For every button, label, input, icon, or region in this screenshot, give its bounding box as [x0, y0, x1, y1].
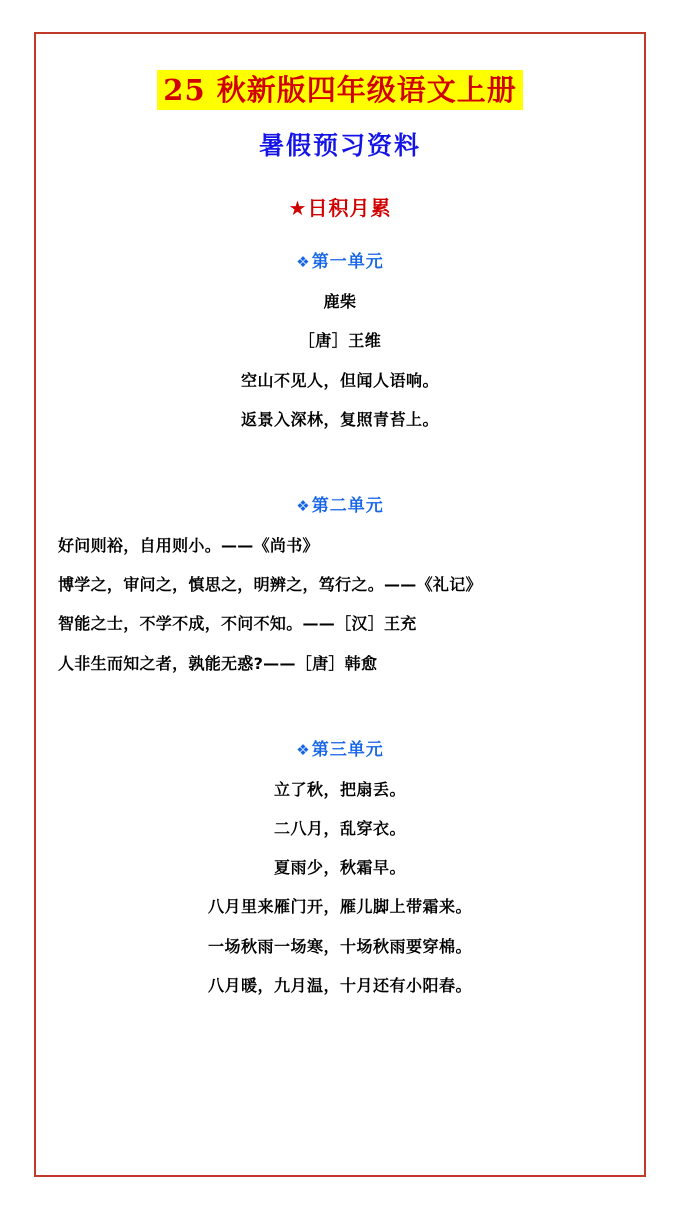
- poem-line: ［唐］王维: [298, 331, 382, 351]
- section-heading: [58, 192, 622, 221]
- spacer: [58, 683, 622, 709]
- proverb-line: 二八月，乱穿衣。: [273, 818, 406, 838]
- diamond-icon: ❖: [296, 497, 311, 515]
- section-heading-label: 日积月累: [307, 196, 392, 221]
- document-sub-title: 暑假预习资料: [258, 131, 421, 161]
- poem-line: 鹿柴: [323, 292, 357, 312]
- spacer: [58, 439, 622, 465]
- unit-label-3: 第三单元: [311, 739, 384, 760]
- unit-heading-3: [58, 735, 622, 760]
- quote-line: 博学之，审问之，慎思之，明辨之，笃行之。——《礼记》: [58, 575, 482, 595]
- diamond-icon: ❖: [296, 253, 311, 272]
- poem-line: 空山不见人，但闻人语响。: [240, 370, 439, 390]
- diamond-icon: ❖: [296, 740, 311, 759]
- document-main-title: 25 秋新版四年级语文上册: [157, 70, 522, 110]
- unit-label-1: 第一单元: [311, 252, 384, 273]
- poem-line: 返景入深林，复照青苔上。: [240, 409, 439, 429]
- unit-heading-1: [58, 247, 622, 272]
- proverb-line: 立了秋，把扇丢。: [273, 779, 406, 799]
- quote-line: 智能之士，不学不成，不问不知。——［汉］王充: [58, 614, 417, 634]
- proverb-line: 一场秋雨一场寒，十场秋雨要穿棉。: [207, 936, 472, 956]
- proverb-line: 八月里来雁门开，雁儿脚上带霜来。: [207, 897, 472, 917]
- quote-line: 好问则裕，自用则小。——《尚书》: [58, 536, 319, 555]
- proverb-line: 八月暖，九月温，十月还有小阳春。: [207, 975, 472, 995]
- quote-line: 人非生而知之者，孰能无惑?——［唐］韩愈: [58, 653, 378, 673]
- title-wrapper: [58, 70, 622, 110]
- unit-content-1: [58, 282, 622, 439]
- unit-heading-2: [58, 491, 622, 516]
- page-border-frame: [34, 32, 646, 1177]
- unit-content-2: [58, 526, 622, 683]
- proverb-line: 夏雨少，秋霜早。: [273, 858, 406, 878]
- star-icon: ★: [288, 196, 308, 221]
- unit-label-2: 第二单元: [311, 496, 384, 516]
- unit-content-3: [58, 770, 622, 1005]
